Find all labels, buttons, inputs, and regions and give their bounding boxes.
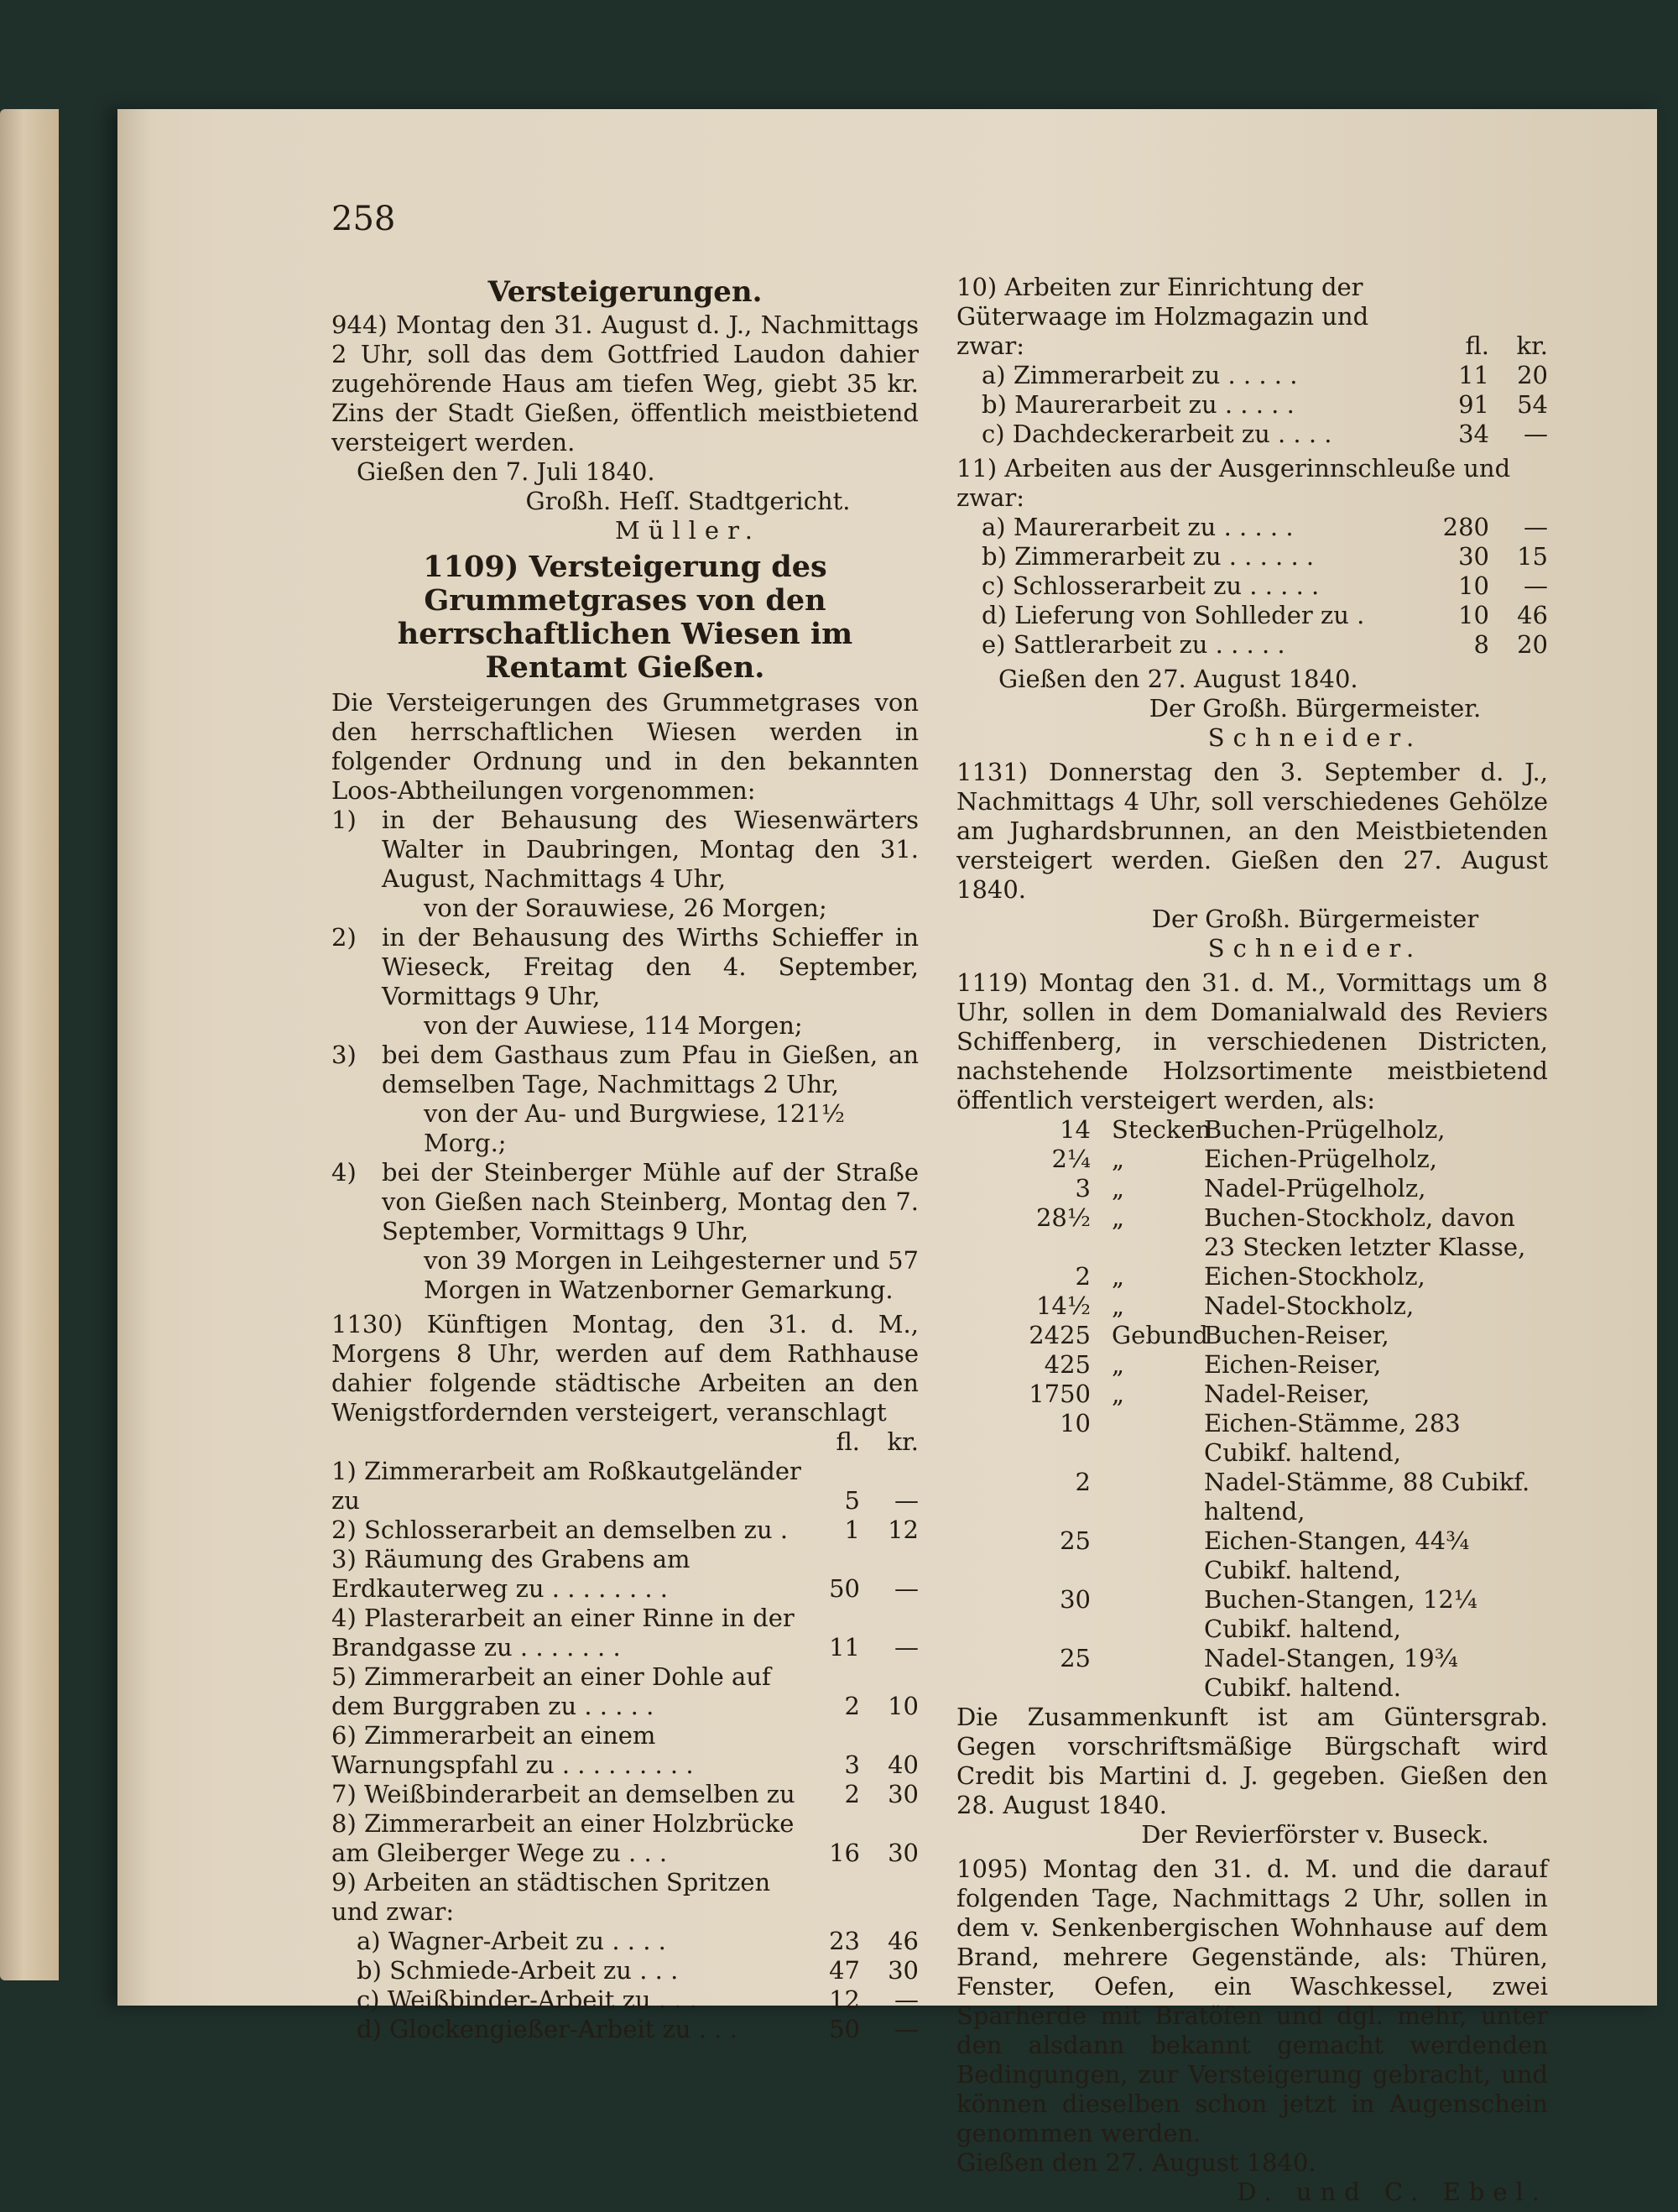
- cost-row-fl: 1: [844, 1516, 860, 1544]
- cost-row: [331, 1721, 919, 1780]
- notice-1095: [956, 1855, 1548, 2207]
- cost-row-kr: —: [894, 1486, 919, 1515]
- notice-1095-date: Gießen den 27. August 1840.: [956, 2148, 1316, 2177]
- wood-row: [956, 1409, 1548, 1468]
- wood-row-unit: [1112, 1409, 1204, 1468]
- cost-row-kr: 46: [1517, 601, 1548, 629]
- cost-item-11-label: 11) Arbeiten aus der Ausgerinnschleuße und zwar:: [956, 454, 1511, 512]
- cost-row: [331, 1516, 919, 1545]
- cost-row-kr: —: [1524, 420, 1548, 448]
- cost-row-kr: 40: [888, 1750, 919, 1779]
- book-edge: [0, 109, 59, 1980]
- wood-row-qty: 30: [1060, 1585, 1091, 1614]
- notice-944-date: Gießen den 7. Juli 1840.: [357, 457, 655, 486]
- wood-row: [956, 1350, 1548, 1380]
- wood-row-qty: 2: [1075, 1468, 1091, 1496]
- cost-table: [331, 1457, 919, 2044]
- cost-row-fl: 16: [829, 1839, 860, 1867]
- wood-row-unit: „: [1112, 1350, 1125, 1379]
- cost-row-fl: 11: [1458, 361, 1489, 389]
- cost-row-fl: 280: [1442, 513, 1489, 541]
- wood-row-desc: Nadel-Stangen, 19¾ Cubikf. haltend.: [1204, 1644, 1458, 1702]
- cost-row-label: 4) Plasterarbeit an einer Rinne in der Brandgasse zu . . . . . . .: [331, 1604, 795, 1662]
- wood-row-desc: Eichen-Stämme, 283 Cubikf. haltend,: [1204, 1409, 1461, 1467]
- notice-1131-office: Der Großh. Bürgermeister: [1151, 905, 1479, 933]
- wood-table: [956, 1115, 1548, 1703]
- notice-944: [331, 310, 919, 545]
- wood-row-qty: 25: [1060, 1526, 1091, 1555]
- wood-row-qty: 2425: [1029, 1321, 1091, 1349]
- wood-row: [956, 1203, 1548, 1262]
- cost-row-label: 8) Zimmerarbeit an einer Holzbrücke am Gleiberger Wege zu . . .: [331, 1809, 795, 1867]
- cost-row-label: a) Zimmerarbeit zu . . . . .: [982, 361, 1298, 389]
- notice-944-text: 944) Montag den 31. August d. J., Nachmittags 2 Uhr, soll das dem Gottfried Laudon dahier zugehörende Haus am tiefen Weg, giebt 35 kr. Zins der Stadt Gießen, öffentlich meistbietend versteigert werden.: [331, 310, 919, 456]
- cost-row: [331, 2015, 919, 2044]
- list-item: [331, 806, 919, 923]
- section-title: Versteigerungen.: [487, 275, 763, 309]
- cost-header: [331, 1427, 919, 1457]
- notice-1095-signature: D. und C. Ebel.: [1237, 2178, 1548, 2206]
- wood-row: [956, 1115, 1548, 1145]
- cost-row: [956, 513, 1548, 542]
- wood-row-unit: „: [1112, 1291, 1125, 1320]
- cost-row: [956, 630, 1548, 660]
- wood-row: [956, 1380, 1548, 1409]
- cost-row-kr: —: [1524, 513, 1548, 541]
- wood-row-unit: „: [1112, 1262, 1125, 1291]
- wood-row-desc: Buchen-Reiser,: [1204, 1321, 1389, 1349]
- cost-row-fl: 50: [829, 2015, 860, 2043]
- cost-item-11: [956, 454, 1548, 660]
- cost-row-kr: 10: [888, 1692, 919, 1720]
- cost-row: [331, 1809, 919, 1868]
- cost-item-10-head: [956, 273, 1548, 361]
- notice-1131-text: 1131) Donnerstag den 3. September d. J., Nachmittags 4 Uhr, soll verschiedenes Gehölze am Jughardsbrunnen, an den Meistbietenden versteigert werden. Gießen den 27. August 1840.: [956, 758, 1548, 904]
- cost-row-kr: —: [894, 1574, 919, 1603]
- cost-row-label: c) Weißbinder-Arbeit zu . . .: [357, 1985, 697, 2014]
- cost-row: [331, 1927, 919, 1956]
- cost-row: [331, 1457, 919, 1516]
- cost-row-fl: 2: [844, 1780, 860, 1808]
- cost-row-kr: 54: [1517, 390, 1548, 419]
- wood-row-unit: Stecken: [1112, 1115, 1212, 1144]
- cost-row-fl: 10: [1458, 601, 1489, 629]
- cost-row-fl: 23: [829, 1927, 860, 1955]
- cost-row-fl: 3: [844, 1750, 860, 1779]
- notice-944-name: Müller.: [615, 516, 761, 545]
- wood-row: [956, 1468, 1548, 1526]
- cost-row: [331, 1545, 919, 1604]
- wood-row-qty: 2: [1075, 1262, 1091, 1291]
- wood-row-unit: [1112, 1644, 1204, 1703]
- cost-row-label: 2) Schlosserarbeit an demselben zu .: [331, 1516, 789, 1544]
- wood-row-qty: 2¼: [1051, 1145, 1091, 1173]
- wood-row-qty: 14½: [1035, 1291, 1091, 1320]
- notice-1119: [956, 968, 1548, 1849]
- cost-row-fl: 11: [829, 1633, 860, 1662]
- wood-row-desc: Nadel-Stämme, 88 Cubikf. haltend,: [1204, 1468, 1530, 1526]
- page-number: 258: [331, 200, 396, 238]
- cost-row-kr: 20: [1517, 361, 1548, 389]
- notice-1109-list: [331, 806, 919, 1305]
- cost-row-label: d) Lieferung von Sohlleder zu .: [982, 601, 1365, 629]
- wood-row-qty: 425: [1044, 1350, 1091, 1379]
- cost-row-kr: 30: [888, 1956, 919, 1985]
- cost-row: [956, 542, 1548, 571]
- fl-header: fl.: [1465, 331, 1489, 360]
- cost-row-kr: 15: [1517, 542, 1548, 571]
- wood-row-desc: Eichen-Stangen, 44¾ Cubikf. haltend,: [1204, 1526, 1470, 1584]
- cost-row-fl: 34: [1458, 420, 1489, 448]
- list-item: [331, 1158, 919, 1305]
- cost-row: [956, 601, 1548, 630]
- cost-row-fl: 91: [1458, 390, 1489, 419]
- wood-row-desc: Nadel-Prügelholz,: [1204, 1174, 1426, 1203]
- cost-row-label: e) Sattlerarbeit zu . . . . .: [982, 630, 1285, 659]
- list-item: [331, 923, 919, 1041]
- cost-row-kr: 46: [888, 1927, 919, 1955]
- signature-1130-office: Der Großh. Bürgermeister.: [1149, 694, 1482, 723]
- cost-row-fl: 12: [829, 1985, 860, 2014]
- wood-row: [956, 1145, 1548, 1174]
- wood-row: [956, 1174, 1548, 1203]
- cost-row-label: 5) Zimmerarbeit an einer Dohle auf dem Burggraben zu . . . . .: [331, 1662, 771, 1720]
- cost-row-fl: 47: [829, 1956, 860, 1985]
- cost-row-label: b) Zimmerarbeit zu . . . . . .: [982, 542, 1315, 571]
- cost-row: [331, 1868, 919, 1927]
- list-item: [331, 1041, 919, 1158]
- notice-1119-closing: Die Zusammenkunft ist am Güntersgrab. Gegen vorschriftsmäßige Bürgschaft wird Credit bis Martini d. J. gegeben. Gießen den 28. August 1840.: [956, 1703, 1548, 1819]
- wood-row-qty: 28½: [1035, 1203, 1091, 1232]
- wood-row: [956, 1321, 1548, 1350]
- cost-row-label: 1) Zimmerarbeit am Roßkautgeländer zu: [331, 1457, 801, 1515]
- wood-row-desc: Buchen-Prügelholz,: [1204, 1115, 1446, 1144]
- list-item-text: in der Behausung des Wiesenwärters Walter in Daubringen, Montag den 31. August, Nachmittags 4 Uhr,: [382, 806, 919, 893]
- list-item-text: bei dem Gasthaus zum Pfau in Gießen, an demselben Tage, Nachmittags 2 Uhr,: [382, 1041, 919, 1098]
- wood-row-desc: Eichen-Reiser,: [1204, 1350, 1382, 1379]
- notice-1119-signature: Der Revierförster v. Buseck.: [1141, 1820, 1489, 1849]
- cost-row-kr: —: [894, 2015, 919, 2043]
- wood-row-desc: Nadel-Stockholz,: [1204, 1291, 1415, 1320]
- signature-1130: [956, 665, 1548, 753]
- cost-item-10-rows: [956, 361, 1548, 449]
- list-item-sub: von der Auwiese, 114 Morgen;: [424, 1011, 803, 1040]
- wood-row-desc: Eichen-Stockholz,: [1204, 1262, 1425, 1291]
- cost-row-kr: 12: [888, 1516, 919, 1544]
- list-item-number: 4): [331, 1158, 357, 1187]
- wood-row-qty: 25: [1060, 1644, 1091, 1672]
- cost-row: [331, 1662, 919, 1721]
- wood-row-desc: Buchen-Stangen, 12¼ Cubikf. haltend,: [1204, 1585, 1477, 1643]
- wood-row: [956, 1262, 1548, 1291]
- wood-row-unit: Gebund: [1112, 1321, 1208, 1349]
- cost-row-label: 9) Arbeiten an städtischen Spritzen und zwar:: [331, 1868, 771, 1926]
- wood-row: [956, 1526, 1548, 1585]
- wood-row-unit: „: [1112, 1380, 1125, 1408]
- cost-row: [956, 420, 1548, 449]
- wood-row-unit: „: [1112, 1174, 1125, 1203]
- cost-row-fl: 2: [844, 1692, 860, 1720]
- cost-row-kr: 30: [888, 1839, 919, 1867]
- wood-row-unit: „: [1112, 1203, 1125, 1232]
- cost-row: [331, 1780, 919, 1809]
- list-item-sub: von 39 Morgen in Leihgesterner und 57 Morgen in Watzenborner Gemarkung.: [424, 1246, 919, 1304]
- cost-row-fl: 8: [1473, 630, 1489, 659]
- notice-1109-intro: Die Versteigerungen des Grummetgrases von den herrschaftlichen Wiesen werden in folgender Ordnung und in den bekannten Loos-Abtheilungen vorgenommen:: [331, 688, 919, 805]
- fl-header: fl.: [836, 1427, 860, 1456]
- notice-1095-text: 1095) Montag den 31. d. M. und die darauf folgenden Tage, Nachmittags 2 Uhr, sollen in dem v. Senkenbergischen Wohnhause auf dem Brand, mehrere Gegenstände, als: Thüren, Fenster, Oefen, ein Waschkessel, zwei Sparherde mit Bratöfen und dgl. mehr, unter den alsdann bekannt gemacht werdenden Bedingungen, zur Versteigerung gebracht, und können dieselben schon jetzt in Augenschein genommen werden.: [956, 1855, 1548, 2147]
- cost-row-label: a) Maurerarbeit zu . . . . .: [982, 513, 1294, 541]
- notice-1130: [331, 1310, 919, 2044]
- cost-row-label: 3) Räumung des Grabens am Erdkauterweg zu . . . . . . . .: [331, 1545, 690, 1603]
- wood-row: [956, 1291, 1548, 1321]
- notice-944-court: Großh. Heſſ. Stadtgericht.: [525, 487, 851, 515]
- cost-row-label: d) Glockengießer-Arbeit zu . . .: [357, 2015, 737, 2043]
- cost-row-label: b) Schmiede-Arbeit zu . . .: [357, 1956, 679, 1985]
- wood-row: [956, 1585, 1548, 1644]
- cost-item-10-label: 10) Arbeiten zur Einrichtung der Güterwaage im Holzmagazin und zwar:: [956, 273, 1369, 360]
- wood-row-qty: 10: [1060, 1409, 1091, 1437]
- cost-row: [331, 1604, 919, 1662]
- cost-row-label: a) Wagner-Arbeit zu . . . .: [357, 1927, 666, 1955]
- left-column: [331, 273, 919, 2049]
- kr-header: kr.: [887, 1427, 919, 1456]
- kr-header: kr.: [1516, 331, 1548, 360]
- cost-row-kr: —: [894, 1633, 919, 1662]
- cost-row-label: 7) Weißbinderarbeit an demselben zu: [331, 1780, 795, 1808]
- cost-row-label: 6) Zimmerarbeit an einem Warnungspfahl zu . . . . . . . . .: [331, 1721, 694, 1779]
- list-item-number: 1): [331, 806, 357, 834]
- wood-row-unit: [1112, 1526, 1204, 1585]
- wood-row-desc: Eichen-Prügelholz,: [1204, 1145, 1437, 1173]
- notice-1130-intro: 1130) Künftigen Montag, den 31. d. M., Morgens 8 Uhr, werden auf dem Rathhause dahier folgende städtische Arbeiten an den Wenigstfordernden versteigert, veranschlagt: [331, 1310, 919, 1427]
- wood-row-qty: 1750: [1029, 1380, 1091, 1408]
- list-item-text: in der Behausung des Wirths Schieffer in Wieseck, Freitag den 4. September, Vormittags 9 Uhr,: [382, 923, 919, 1010]
- cost-item-10: [956, 273, 1548, 449]
- wood-row-qty: 14: [1060, 1115, 1091, 1144]
- wood-row-qty: 3: [1075, 1174, 1091, 1203]
- wood-row: [956, 1644, 1548, 1703]
- cost-row: [956, 361, 1548, 390]
- notice-1109: [331, 550, 919, 1305]
- wood-row-desc: Nadel-Reiser,: [1204, 1380, 1370, 1408]
- wood-row-unit: [1112, 1468, 1204, 1526]
- cost-row-fl: 50: [829, 1574, 860, 1603]
- cost-row: [331, 1956, 919, 1985]
- cost-row-fl: 5: [844, 1486, 860, 1515]
- cost-row-fl: 30: [1458, 542, 1489, 571]
- cost-row: [956, 571, 1548, 601]
- list-item-text: bei der Steinberger Mühle auf der Straße von Gießen nach Steinberg, Montag den 7. September, Vormittags 9 Uhr,: [382, 1158, 919, 1245]
- cost-row-fl: 10: [1458, 571, 1489, 600]
- cost-row: [956, 390, 1548, 420]
- signature-1130-name: Schneider.: [1207, 723, 1423, 752]
- list-item-sub: von der Au- und Burgwiese, 121½ Morg.;: [424, 1099, 845, 1157]
- wood-row-unit: „: [1112, 1145, 1125, 1173]
- list-item-sub: von der Sorauwiese, 26 Morgen;: [424, 894, 827, 922]
- cost-row-kr: —: [894, 1985, 919, 2014]
- notice-1131: [956, 758, 1548, 963]
- notice-1119-text: 1119) Montag den 31. d. M., Vormittags um 8 Uhr, sollen in dem Domanialwald des Reviers Schiffenberg, in verschiedenen Districten, nachstehende Holzsortimente meistbietend öffentlich versteigert werden, als:: [956, 968, 1548, 1114]
- list-item-number: 3): [331, 1041, 357, 1069]
- right-column: [956, 273, 1548, 2212]
- notice-1131-name: Schneider.: [1207, 934, 1423, 963]
- wood-row-unit: [1112, 1585, 1204, 1644]
- cost-row-label: c) Schlosserarbeit zu . . . . .: [982, 571, 1320, 600]
- cost-row-kr: 30: [888, 1780, 919, 1808]
- cost-row-kr: 20: [1517, 630, 1548, 659]
- cost-row: [331, 1985, 919, 2015]
- signature-1130-date: Gießen den 27. August 1840.: [998, 665, 1358, 693]
- wood-row-desc: Buchen-Stockholz, davon 23 Stecken letzter Klasse,: [1204, 1203, 1526, 1261]
- cost-item-11-rows: [956, 513, 1548, 660]
- cost-row-label: c) Dachdeckerarbeit zu . . . .: [982, 420, 1332, 448]
- cost-row-label: b) Maurerarbeit zu . . . . .: [982, 390, 1295, 419]
- cost-row-kr: —: [1524, 571, 1548, 600]
- notice-1109-heading: 1109) Versteigerung des Grummetgrases von den herrschaftlichen Wiesen im Rentamt Gießen.: [397, 550, 853, 685]
- list-item-number: 2): [331, 923, 357, 952]
